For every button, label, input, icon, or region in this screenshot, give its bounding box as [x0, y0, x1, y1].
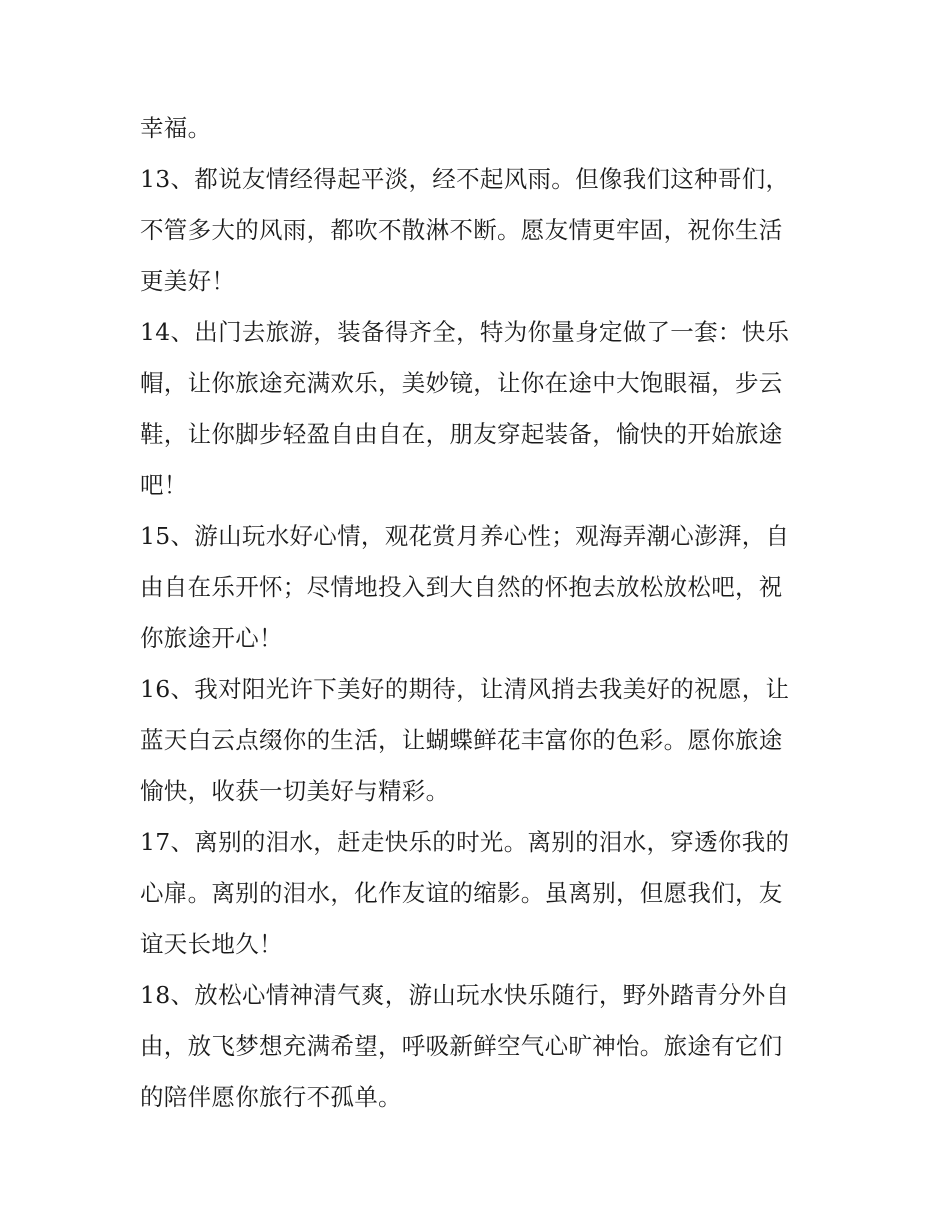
- text-line: 不管多大的风雨，都吹不散淋不断。愿友情更牢固，祝你生活: [140, 216, 783, 244]
- text-line: 幸福。: [140, 114, 212, 142]
- paragraph-17: [140, 817, 812, 970]
- text-line: 吧！: [140, 471, 188, 499]
- document-body: [140, 103, 812, 1123]
- text-line: 由，放飞梦想充满希望，呼吸新鲜空气心旷神怡。旅途有它们: [140, 1032, 783, 1060]
- text-line: 15、游山玩水好心情，观花赏月养心性；观海弄潮心澎湃，自: [140, 522, 790, 550]
- text-line: 鞋，让你脚步轻盈自由自在，朋友穿起装备，愉快的开始旅途: [140, 420, 783, 448]
- text-line: 由自在乐开怀；尽情地投入到大自然的怀抱去放松放松吧，祝: [140, 573, 783, 601]
- text-line: 16、我对阳光许下美好的期待，让清风捎去我美好的祝愿，让: [140, 675, 790, 703]
- paragraph-16: [140, 664, 812, 817]
- paragraph-15: [140, 511, 812, 664]
- text-line: 的陪伴愿你旅行不孤单。: [140, 1083, 402, 1111]
- text-line: 你旅途开心！: [140, 624, 283, 652]
- paragraph-13: [140, 154, 812, 307]
- paragraph-18: [140, 970, 812, 1123]
- text-line: 14、出门去旅游，装备得齐全，特为你量身定做了一套：快乐: [140, 318, 790, 346]
- text-line: 蓝天白云点缀你的生活，让蝴蝶鲜花丰富你的色彩。愿你旅途: [140, 726, 783, 754]
- text-line: 13、都说友情经得起平淡，经不起风雨。但像我们这种哥们，: [140, 165, 790, 193]
- paragraph-14: [140, 307, 812, 511]
- text-line: 18、放松心情神清气爽，游山玩水快乐随行，野外踏青分外自: [140, 981, 790, 1009]
- text-line: 17、离别的泪水，赶走快乐的时光。离别的泪水，穿透你我的: [140, 828, 790, 856]
- text-line: 帽，让你旅途充满欢乐，美妙镜，让你在途中大饱眼福，步云: [140, 369, 783, 397]
- paragraph-12-tail: [140, 103, 812, 154]
- text-line: 愉快，收获一切美好与精彩。: [140, 777, 450, 805]
- text-line: 更美好！: [140, 267, 236, 295]
- text-line: 心扉。离别的泪水，化作友谊的缩影。虽离别，但愿我们，友: [140, 879, 783, 907]
- text-line: 谊天长地久！: [140, 930, 283, 958]
